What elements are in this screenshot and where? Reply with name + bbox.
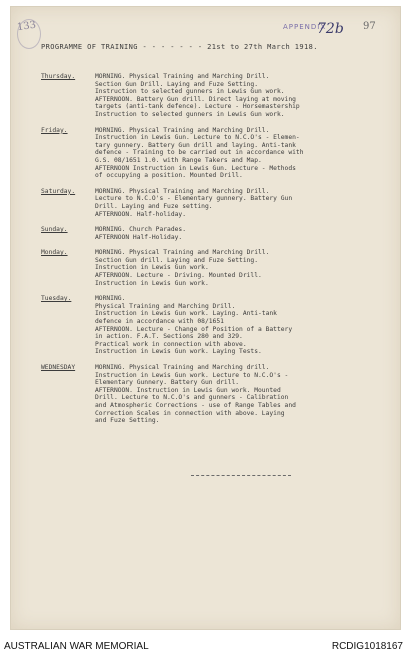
activity-line: MORNING. Physical Training and Marching Drill. [95,249,270,257]
day-name: WEDNESDAY [41,364,76,371]
activity-line: Section Gun drill. Laying and Fuze Setting. [95,256,259,264]
appendix-number: 72b [317,21,344,37]
activity-line: AFTERNOON Instruction in Lewis Gun. Lecture - Methods [95,164,296,172]
footer-bar [0,640,409,654]
activity-line: MORNING. Physical Training and Marching Drill. [95,126,270,134]
day-activities [95,226,381,241]
activity-line: MORNING. Physical Training and Marching Drill. [95,187,270,195]
archive-stamp-number: 133 [16,19,37,34]
document-page [10,6,401,630]
activity-line: Section Gun Drill. Laying and Fuze Setting. [95,80,259,88]
activity-line: Correction Scales in connection with above. Laying [95,409,285,417]
activity-line: Physical Training and Marching Drill. [95,302,236,310]
activity-line: and Atmospheric Corrections - use of Range Tables and [95,401,296,409]
activity-line: targets (anti-tank defence). Lecture - Horsemastership [95,103,300,111]
activity-line: Instruction to selected gunners in Lewis Gun work. [95,88,285,96]
activity-line: in action. F.A.T. Sections 280 and 329. [95,333,243,341]
activity-line: MORNING. Physical Training and Marching drill. [95,364,270,371]
day-entry [41,188,381,218]
programme-heading: PROGRAMME OF TRAINING - - - - - - - 21st to 27th March 1918. [41,43,318,51]
day-activities [95,127,381,180]
activity-line: Elementary Gunnery. Battery Gun drill. [95,379,240,387]
activity-line: Instruction in Lewis Gun. Lecture to N.C.O's - Elemen- [95,134,300,142]
page-number: 97 [363,21,376,32]
footer-institution: AUSTRALIAN WAR MEMORIAL [4,641,149,652]
activity-line: Instruction in Lewis Gun work. Laying. Anti-tank [95,310,277,318]
day-entry [41,127,381,180]
activity-line: Instruction in Lewis Gun work. Laying Tests. [95,348,262,356]
activity-line: defence - Training to be carried out in accordance with [95,149,304,157]
day-activities [95,249,381,287]
activity-line: Instruction in Lewis Gun work. [95,279,209,287]
day-name: Saturday. [41,187,76,195]
day-activities [95,73,381,119]
activity-line: MORNING. Physical Training and Marching Drill. [95,73,270,80]
closing-rule [191,475,291,476]
activity-line: AFTERNOON. Instruction in Lewis Gun work. Mounted [95,386,281,394]
day-activities [95,295,381,356]
activity-line: Instruction to selected gunners in Lewis Gun work. [95,110,285,118]
activity-line: Instruction in Lewis Gun work. [95,264,209,272]
activity-line: AFTERNOON. Half-holiday. [95,210,186,218]
day-entry [41,226,381,241]
day-entry [41,364,381,425]
activity-line: Lecture to N.C.O's - Elementary gunnery. Battery Gun [95,195,293,203]
appendix-stamp: APPENDIX [283,23,327,31]
activity-line: AFTERNOON. Battery Gun drill. Direct laying at moving [95,95,296,103]
activity-line: AFTERNOON Half-Holiday. [95,233,183,241]
day-name: Friday. [41,126,68,134]
day-name: Tuesday. [41,295,72,303]
day-entry [41,73,381,119]
day-activities [95,188,381,218]
activity-line: and Fuze Setting. [95,417,160,425]
activity-line: AFTERNOON. Lecture - Driving. Mounted Drill. [95,272,262,280]
activity-line: tary gunnery. Battery Gun drill and laying. Anti-tank [95,141,296,149]
activity-line: Drill. Lecture to N.C.O's and gunners - Calibration [95,394,289,402]
activity-line: Practical work in connection with above. [95,340,247,348]
activity-line: MORNING. Church Parades. [95,226,186,234]
footer-record-id: RCDIG1018167 [331,641,403,652]
activity-line: MORNING. [95,295,126,303]
day-name: Sunday. [41,226,68,234]
activity-line: of occupying a position. Mounted Drill. [95,172,243,180]
day-entry [41,249,381,287]
activity-line: G.S. 08/1651 1.0. with Range Takers and Map. [95,156,262,164]
day-name: Monday. [41,249,68,257]
activity-line: defence in accordance with 08/1651 [95,318,224,326]
activity-line: Instruction in Lewis Gun work. Lecture to N.C.O's - [95,371,289,379]
day-activities [95,364,381,425]
activity-line: Drill. Laying and Fuze setting. [95,202,213,210]
activity-line: AFTERNOON. Lecture - Change of Position of a Battery [95,325,293,333]
training-schedule [41,73,381,433]
day-entry [41,295,381,356]
day-name: Thursday. [41,73,76,80]
